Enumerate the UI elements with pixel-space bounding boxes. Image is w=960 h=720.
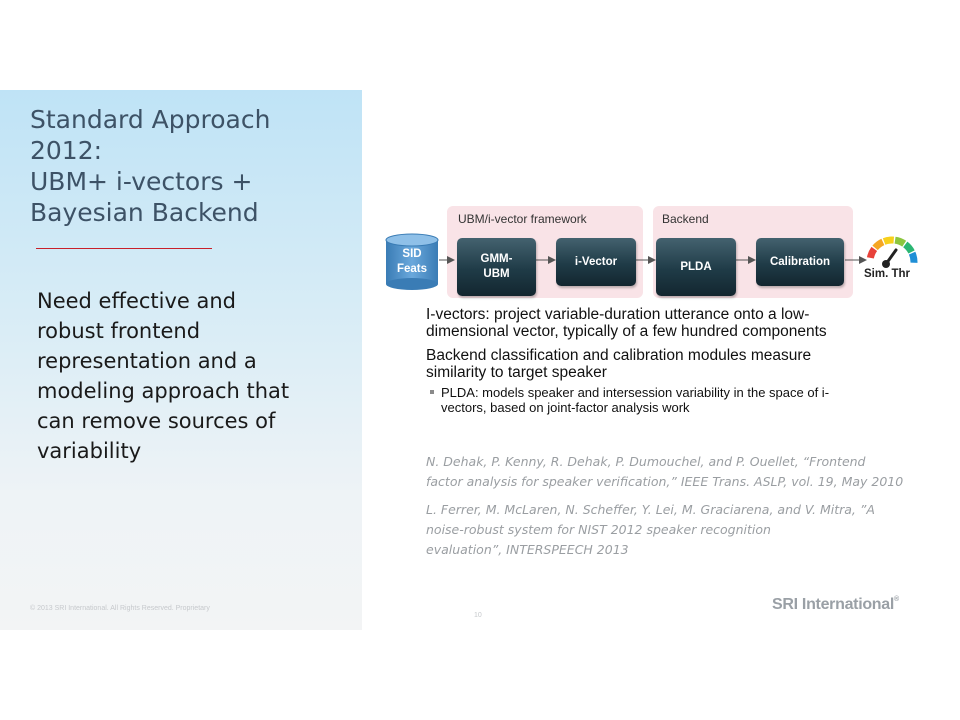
reference-line: L. Ferrer, M. McLaren, N. Scheffer, Y. Lei, M. Graciarena, and V. Mitra, ”A xyxy=(426,502,875,517)
reference-line: evaluation”, INTERSPEECH 2013 xyxy=(426,542,629,557)
sim-thr-label: Sim. Thr xyxy=(864,268,911,280)
bullet-backend xyxy=(426,347,926,381)
ivector-node: i-Vector xyxy=(556,238,636,286)
copyright-notice: © 2013 SRI International. All Rights Reserved. Proprietary xyxy=(30,605,210,612)
summary-line: representation and a xyxy=(37,349,257,373)
bullet-line: dimensional vector, typically of a few hundred components xyxy=(426,323,827,340)
bullet-ivectors xyxy=(426,306,926,340)
title-line: 2012: xyxy=(30,136,103,165)
plda-node: PLDA xyxy=(656,238,736,296)
bullet-line: vectors, based on joint-factor analysis work xyxy=(441,400,690,415)
calibration-node: Calibration xyxy=(756,238,844,286)
sid-label-line: SID xyxy=(402,248,422,260)
logo-text: SRI International xyxy=(772,596,895,613)
reference-line: factor analysis for speaker verification,” IEEE Trans. ASLP, vol. 19, May 2010 xyxy=(426,474,904,489)
gauge-segment xyxy=(905,244,911,251)
bullet-list xyxy=(426,306,926,415)
logo-registered-mark: ® xyxy=(894,596,899,603)
slide xyxy=(0,90,960,630)
reference-line: noise-robust system for NIST 2012 speaker recognition xyxy=(426,522,771,537)
summary-line: Need effective and xyxy=(37,289,237,313)
summary-line: modeling approach that xyxy=(37,379,290,403)
reference-line: N. Dehak, P. Kenny, R. Dehak, P. Dumouchel, and P. Ouellet, “Frontend xyxy=(426,454,866,469)
gauge-segment xyxy=(912,253,914,263)
title-line: Bayesian Backend xyxy=(30,198,259,227)
gauge-icon xyxy=(870,240,914,268)
sri-logo xyxy=(772,596,899,614)
ubm-ivector-group-label: UBM/i-vector framework xyxy=(458,212,587,226)
gauge-segment xyxy=(875,242,883,248)
sid-label-line: Feats xyxy=(396,263,428,275)
bullet-line: PLDA: models speaker and intersession variability in the space of i- xyxy=(441,385,830,400)
gauge-hub xyxy=(882,260,890,268)
bullet-square-icon xyxy=(430,390,434,394)
sub-bullet-plda xyxy=(441,385,926,415)
summary-line: variability xyxy=(37,439,142,463)
backend-group-label: Backend xyxy=(662,212,709,226)
page-number: 10 xyxy=(474,612,482,619)
bullet-line: I-vectors: project variable-duration utterance onto a low- xyxy=(426,306,810,323)
title-line: UBM+ i-vectors + xyxy=(30,167,253,196)
bullet-line: Backend classification and calibration modules measure xyxy=(426,347,812,364)
title-line: Standard Approach xyxy=(30,105,271,134)
gmm-ubm-line: UBM xyxy=(483,268,510,280)
sid-feats-label xyxy=(386,247,438,277)
references xyxy=(426,452,926,568)
gmm-ubm-line: GMM- xyxy=(480,253,513,265)
gauge-segment xyxy=(870,249,874,258)
summary-line: can remove sources of xyxy=(37,409,276,433)
summary-line: robust frontend xyxy=(37,319,201,343)
bullet-line: similarity to target speaker xyxy=(426,364,607,381)
gauge-segment xyxy=(895,240,904,243)
reference-dehak xyxy=(426,452,926,492)
reference-ferrer xyxy=(426,500,926,560)
gauge-segment xyxy=(884,240,894,241)
gmm-ubm-node xyxy=(457,238,536,296)
